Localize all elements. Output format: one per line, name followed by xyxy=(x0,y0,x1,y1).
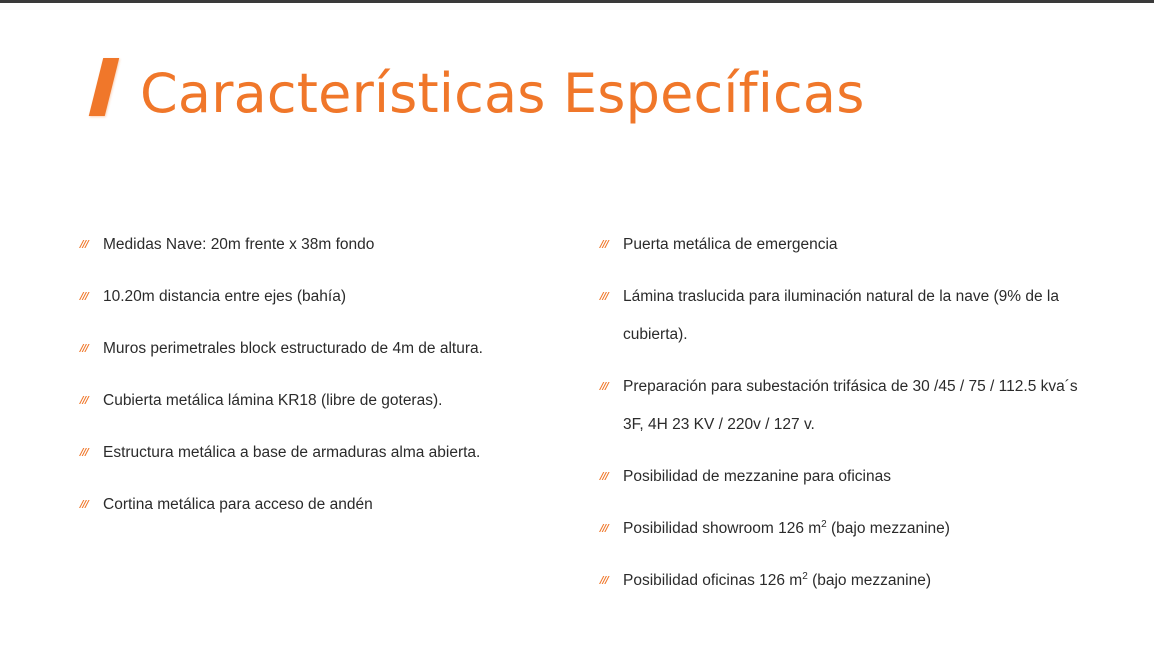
item-text: Medidas Nave: 20m frente x 38m fondo xyxy=(103,236,375,253)
item-text xyxy=(623,520,950,537)
list-item xyxy=(600,562,1100,600)
triple-slash-icon: /// xyxy=(600,523,608,534)
triple-slash-icon: /// xyxy=(600,239,608,250)
item-text: Posibilidad de mezzanine para oficinas xyxy=(623,468,891,485)
list-item xyxy=(80,382,520,420)
list-item xyxy=(600,510,1100,548)
triple-slash-icon: /// xyxy=(600,291,608,302)
item-text-suffix: (bajo mezzanine) xyxy=(807,572,931,589)
triple-slash-icon: /// xyxy=(600,381,608,392)
triple-slash-icon: /// xyxy=(80,447,88,458)
superscript-unit: 2 xyxy=(802,571,808,582)
triple-slash-icon: /// xyxy=(80,239,88,250)
triple-slash-icon: /// xyxy=(80,499,88,510)
superscript-unit: 2 xyxy=(821,519,827,530)
item-text: Estructura metálica a base de armaduras alma abierta. xyxy=(103,444,481,461)
list-item xyxy=(600,226,1100,264)
triple-slash-icon: /// xyxy=(80,291,88,302)
title-slash-icon xyxy=(89,58,119,116)
triple-slash-icon: /// xyxy=(600,471,608,482)
list-item xyxy=(80,434,520,472)
list-item xyxy=(600,368,1100,444)
item-text-main: Posibilidad showroom 126 m xyxy=(623,520,822,537)
item-text-main: Posibilidad oficinas 126 m xyxy=(623,572,803,589)
triple-slash-icon: /// xyxy=(80,343,88,354)
item-text: Muros perimetrales block estructurado de 4m de altura. xyxy=(103,340,483,357)
item-text: Lámina traslucida para iluminación natural de la nave (9% de la cubierta). xyxy=(623,288,1059,343)
item-text: Preparación para subestación trifásica de 30 /45 / 75 / 112.5 kva´s 3F, 4H 23 KV / 220v / 127 v. xyxy=(623,378,1078,433)
list-item xyxy=(80,226,520,264)
triple-slash-icon: /// xyxy=(80,395,88,406)
item-text: 10.20m distancia entre ejes (bahía) xyxy=(103,288,346,305)
item-text: Cubierta metálica lámina KR18 (libre de goteras). xyxy=(103,392,443,409)
list-item xyxy=(600,458,1100,496)
page-title: Características Específicas xyxy=(140,62,865,125)
item-text: Cortina metálica para acceso de andén xyxy=(103,496,373,513)
item-text xyxy=(623,572,931,589)
list-item xyxy=(80,278,520,316)
list-item xyxy=(80,330,520,368)
features-list-left xyxy=(80,226,520,538)
list-item xyxy=(80,486,520,524)
item-text: Puerta metálica de emergencia xyxy=(623,236,838,253)
top-rule xyxy=(0,0,1154,3)
item-text-suffix: (bajo mezzanine) xyxy=(826,520,950,537)
features-list-right xyxy=(600,226,1100,614)
list-item xyxy=(600,278,1100,354)
triple-slash-icon: /// xyxy=(600,575,608,586)
